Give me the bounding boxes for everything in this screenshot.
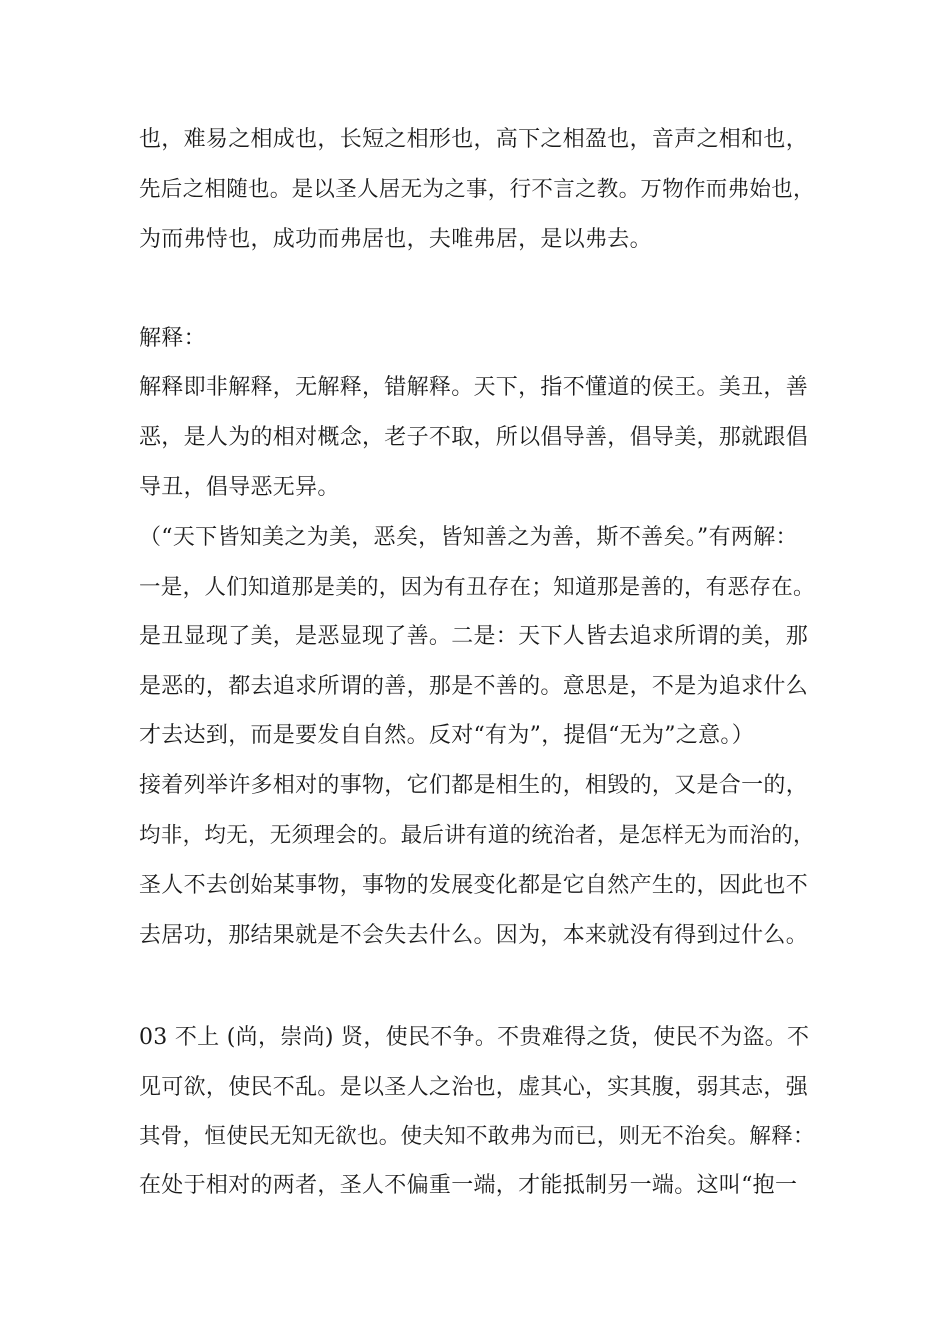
explanation-heading: 解释：	[139, 326, 206, 351]
text-line: 见可欲，使民不乱。是以圣人之治也，虚其心，实其腹，弱其志，强	[139, 1075, 809, 1100]
text-line: （“天下皆知美之为美，恶矣，皆知善之为善，斯不善矣。”有两解：	[139, 525, 798, 550]
text-line: 解释即非解释，无解释，错解释。天下，指不懂道的侯王。美丑，善	[139, 375, 809, 400]
section-03-line: 03 不上 (尚，崇尚) 贤，使民不争。不贵难得之货，使民不为盗。不	[139, 1025, 810, 1050]
text-line: 也，难易之相成也，长短之相形也，高下之相盈也，音声之相和也，	[139, 127, 809, 152]
text-line: 才去达到，而是要发自自然。反对“有为”，提倡“无为”之意。）	[139, 723, 754, 748]
text-line: 一是，人们知道那是美的，因为有丑存在；知道那是善的，有恶存在。	[139, 575, 815, 600]
text-line: 先后之相随也。是以圣人居无为之事，行不言之教。万物作而弗始也，	[139, 177, 815, 202]
text-line: 均非，均无，无须理会的。最后讲有道的统治者，是怎样无为而治的，	[139, 823, 815, 848]
text-line: 接着列举许多相对的事物，它们都是相生的，相毁的，又是合一的，	[139, 773, 809, 798]
text-line: 去居功，那结果就是不会失去什么。因为，本来就没有得到过什么。	[139, 923, 809, 948]
text-line: 是丑显现了美，是恶显现了善。二是：天下人皆去追求所谓的美，那	[139, 624, 809, 649]
text-line: 为而弗恃也，成功而弗居也，夫唯弗居，是以弗去。	[139, 227, 652, 252]
text-line: 是恶的，都去追求所谓的善，那是不善的。意思是，不是为追求什么	[139, 674, 809, 699]
text-line: 恶，是人为的相对概念，老子不取，所以倡导善，倡导美，那就跟倡	[139, 425, 809, 450]
text-line: 圣人不去创始某事物，事物的发展变化都是它自然产生的，因此也不	[139, 873, 809, 898]
text-line: 导丑，倡导恶无异。	[139, 475, 340, 500]
text-line: 其骨，恒使民无知无欲也。使夫知不敢弗为而已，则无不治矣。解释：	[139, 1124, 815, 1149]
text-line: 在处于相对的两者，圣人不偏重一端，才能抵制另一端。这叫“抱一	[139, 1173, 798, 1198]
